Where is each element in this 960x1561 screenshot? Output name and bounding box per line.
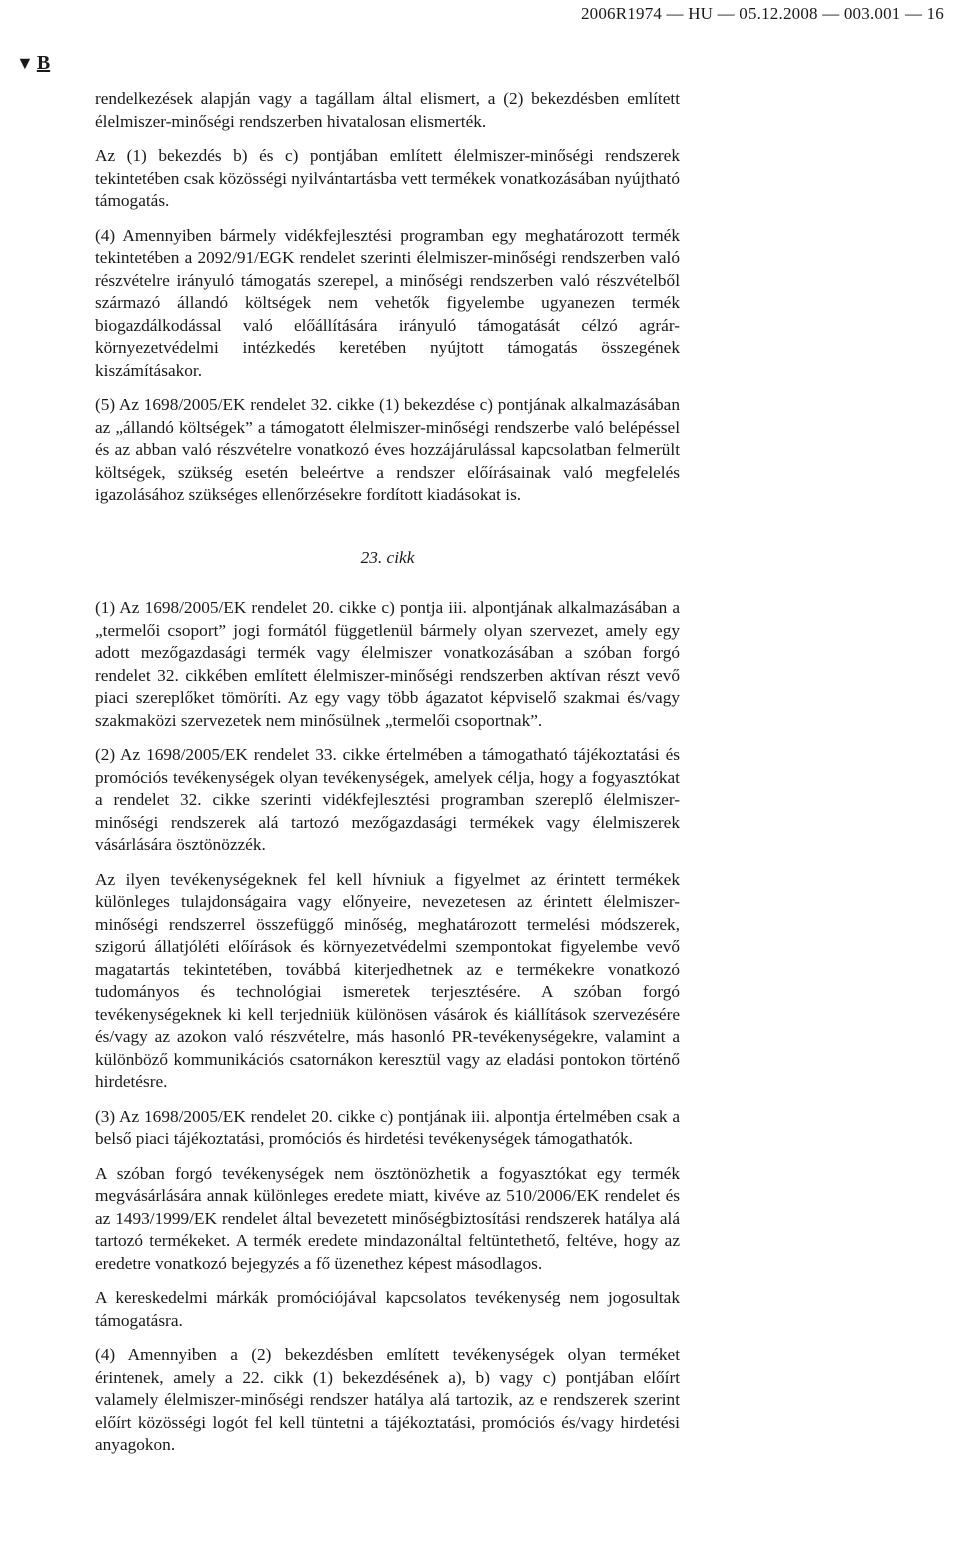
- paragraph: rendelkezések alapján vagy a tagállam által elismert, a (2) bekezdésben említett élelmiszer-minőségi rendszerben hivatalosan elismerték.: [95, 89, 680, 131]
- paragraph: (1) Az 1698/2005/EK rendelet 20. cikke c) pontja iii. alpontjának alkalmazásában a „termelői csoport” jogi formától függetlenül bármely olyan szervezet, amely egy adott mezőgazdasági termék vagy élelmiszer vonatkozásában a szóban forgó rendelet 32. cikkében említett élelmiszer-minőségi rendszerben aktívan részt vevő piaci szereplőket tömöríti. Az egy vagy több ágazatot képviselő szakmai és/vagy szakmaközi szervezetek nem minősülnek „termelői csoportnak”.: [95, 598, 680, 730]
- paragraph: (4) Amennyiben a (2) bekezdésben említett tevékenységek olyan terméket érintenek, amely a 22. cikk (1) bekezdésének a), b) vagy c) pontjában előírt valamely élelmiszer-minőségi rendszer hatálya alá tartozik, az e rendszerek szerint előírt közösségi logót fel kell tüntetni a tájékoztatási, promóciós és/vagy hirdetési anyagokon.: [95, 1345, 680, 1454]
- document-body: [95, 88, 680, 1457]
- triangle-down-icon: ▼: [16, 53, 34, 73]
- article-title: 23. cikk: [360, 547, 415, 567]
- paragraph: (2) Az 1698/2005/EK rendelet 33. cikke értelmében a támogatható tájékoztatási és promóciós tevékenységek olyan tevékenységek, amelyek célja, hogy a fogyasztókat a rendelet 32. cikke szerinti vidékfejlesztési programban szereplő élelmiszer-minőségi rendszerek alá tartozó mezőgazdasági termékek vagy élelmiszerek vásárlására ösztönözzék.: [95, 745, 680, 854]
- paragraph: Az (1) bekezdés b) és c) pontjában említett élelmiszer-minőségi rendszerek tekintetében csak közösségi nyilvántartásba vett termékek vonatkozásában nyújtható támogatás.: [95, 146, 680, 210]
- paragraph: A kereskedelmi márkák promóciójával kapcsolatos tevékenység nem jogosultak támogatásra.: [95, 1288, 680, 1330]
- amendment-marker-label: B: [36, 52, 51, 74]
- paragraph: (3) Az 1698/2005/EK rendelet 20. cikke c) pontjának iii. alpontja értelmében csak a belső piaci tájékoztatási, promóciós és hirdetési tevékenységek támogathatók.: [95, 1106, 680, 1148]
- paragraph: (4) Amennyiben bármely vidékfejlesztési programban egy meghatározott termék tekintetében a 2092/91/EGK rendelet szerinti élelmiszer-minőségi rendszerben való részvételre irányuló támogatás szerepel, a minőségi rendszerben való részvételből származó állandó költségek nem vehetők figyelembe ugyanezen termék biogazdálkodással való előállítására irányuló támogatását célzó agrár-környezetvédelmi intézkedés keretében nyújtott támogatás összegének kiszámításakor.: [95, 225, 680, 380]
- page-header: 2006R1974 — HU — 05.12.2008 — 003.001 — 16: [580, 4, 944, 23]
- paragraph: Az ilyen tevékenységeknek fel kell hívniuk a figyelmet az érintett termékek különleges tulajdonságaira vagy előnyeire, nevezetesen az érintett élelmiszer-minőségi rendszerrel összefüggő minőség, meghatározott termelési módszerek, szigorú állatjóléti előírások és környezetvédelmi szempontokat figyelembe vevő magatartás tekintetében, továbbá kiterjedhetnek az e termékekre vonatkozó tudományos és technológiai ismeretek terjesztésére. A szóban forgó tevékenységeknek ki kell terjedniük különösen vásárok és kiállítások szervezésére és/vagy az azokon való részvételre, más hasonló PR-tevékenységekre, valamint a különböző kommunikációs csatornákon keresztül vagy az eladási pontokon történő hirdetésre.: [95, 869, 680, 1091]
- amendment-marker: [16, 52, 50, 75]
- paragraph: (5) Az 1698/2005/EK rendelet 32. cikke (1) bekezdése c) pontjának alkalmazásában az „állandó költségek” a támogatott élelmiszer-minőségi rendszerbe való belépéssel és az abban való részvételre vonatkozó éves hozzájárulással kapcsolatban felmerült költségek, szükség esetén beleértve a rendszer előírásainak való megfelelés igazolásához szükséges ellenőrzésekre fordított kiadásokat is.: [95, 395, 680, 504]
- paragraph: A szóban forgó tevékenységek nem ösztönözhetik a fogyasztókat egy termék megvásárlására annak különleges eredete miatt, kivéve az 510/2006/EK rendelet és az 1493/1999/EK rendelet által bevezetett minőségbiztosítási rendszerek hatálya alá tartozó termékeket. A termék eredete mindazonáltal feltüntethető, feltéve, hogy az eredetre vonatkozó bejegyzés a fő üzenethez képest másodlagos.: [95, 1163, 680, 1273]
